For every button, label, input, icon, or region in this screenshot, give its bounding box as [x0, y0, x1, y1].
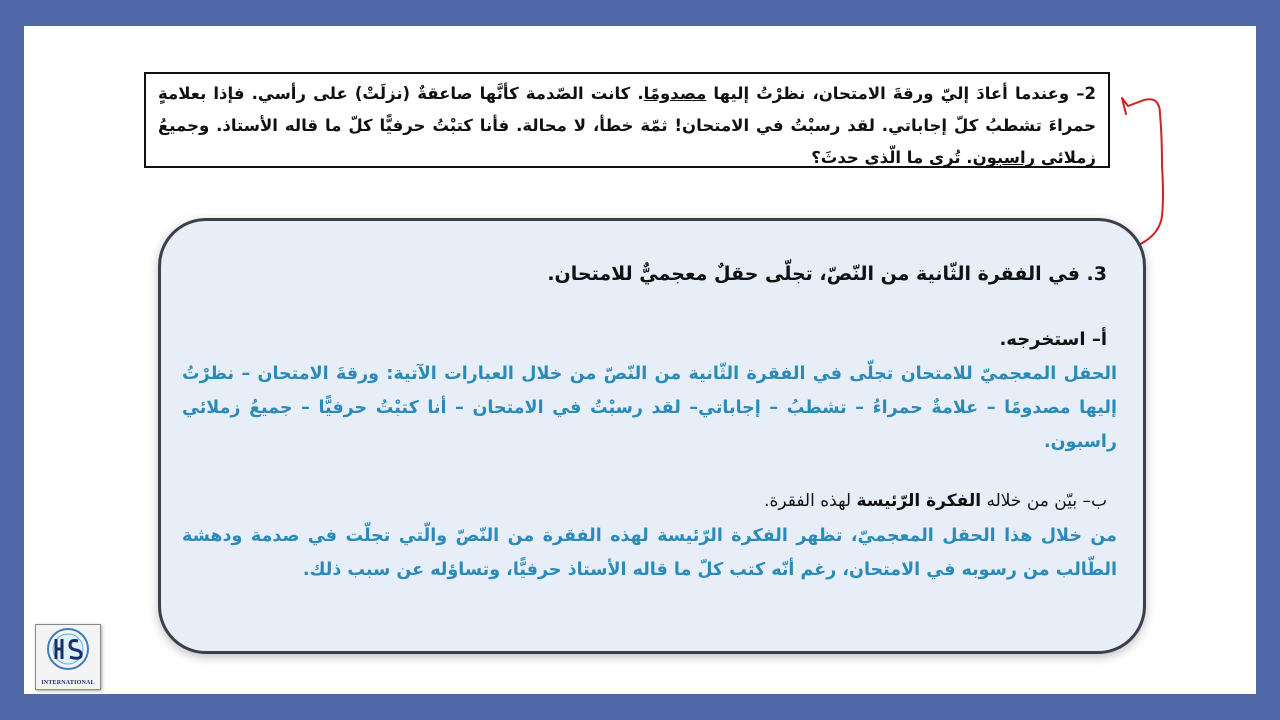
school-logo — [35, 624, 101, 690]
passage-underlined-word-1: مصدومًا — [643, 84, 707, 103]
question-part-b-label — [764, 491, 1107, 511]
logo-caption: INTERNATIONAL — [41, 680, 95, 686]
question-card — [158, 218, 1146, 654]
answer-part-a: الحقل المعجميّ للامتحان تجلّى في الفقرة الثّانية من النّصّ من خلال العبارات الآتية: ورقةَ الامتحان – نظرْتُ إليها مصدومًا – علامةٌ حمراءُ – تشطبُ – إجاباتي– لقد رسبْتُ في الامتحان – أنا كتبْتُ حرفيًّا – جميعُ زملائي راسبون. — [182, 364, 1117, 452]
passage-text-3: . تُرى ما الّذي حدثَ؟ — [811, 148, 973, 167]
part-b-bold-term: الفكرة الرّئيسة — [856, 491, 982, 511]
slide — [24, 26, 1256, 694]
passage-underlined-word-2: راسبون — [972, 148, 1036, 167]
passage-text-1: 2– وعندما أعادَ إليّ ورقةَ الامتحان، نظرْتُ إليها — [706, 84, 1096, 103]
part-b-prefix: ب– بيّن من خلاله — [981, 491, 1107, 511]
school-logo-icon — [36, 625, 100, 677]
question-part-a-label: أ– استخرجه. — [999, 329, 1107, 350]
question-title: 3. في الفقرة الثّانية من النّصّ، تجلّى حقلٌ معجميٌّ للامتحان. — [547, 263, 1107, 285]
part-b-suffix: لهذه الفقرة. — [764, 491, 857, 511]
answer-part-b: من خلال هذا الحقل المعجميّ، تظهر الفكرة الرّئيسة لهذه الفقرة من النّصّ والّتي تجلّت في صدمة ودهشة الطّالب من رسوبه في الامتحان، رغم أنّه كتب كلّ ما قاله الأستاذ حرفيًّا، وتساؤله عن سبب ذلك. — [182, 526, 1117, 580]
passage-excerpt — [144, 72, 1110, 168]
passage-text-2: . كانت الصّدمة كأنَّها صاعقةٌ (نزلَتْ) على رأسي. فإذا بعلامةٍ حمراءَ تشطبُ كلّ إجاباتي. لقد رسبْتُ في الامتحان! ثمّة خطأ، لا محالة. فأنا كتبْتُ حرفيًّا كلّ ما قاله الأستاذ. وجميعُ زملائي — [158, 84, 1096, 167]
